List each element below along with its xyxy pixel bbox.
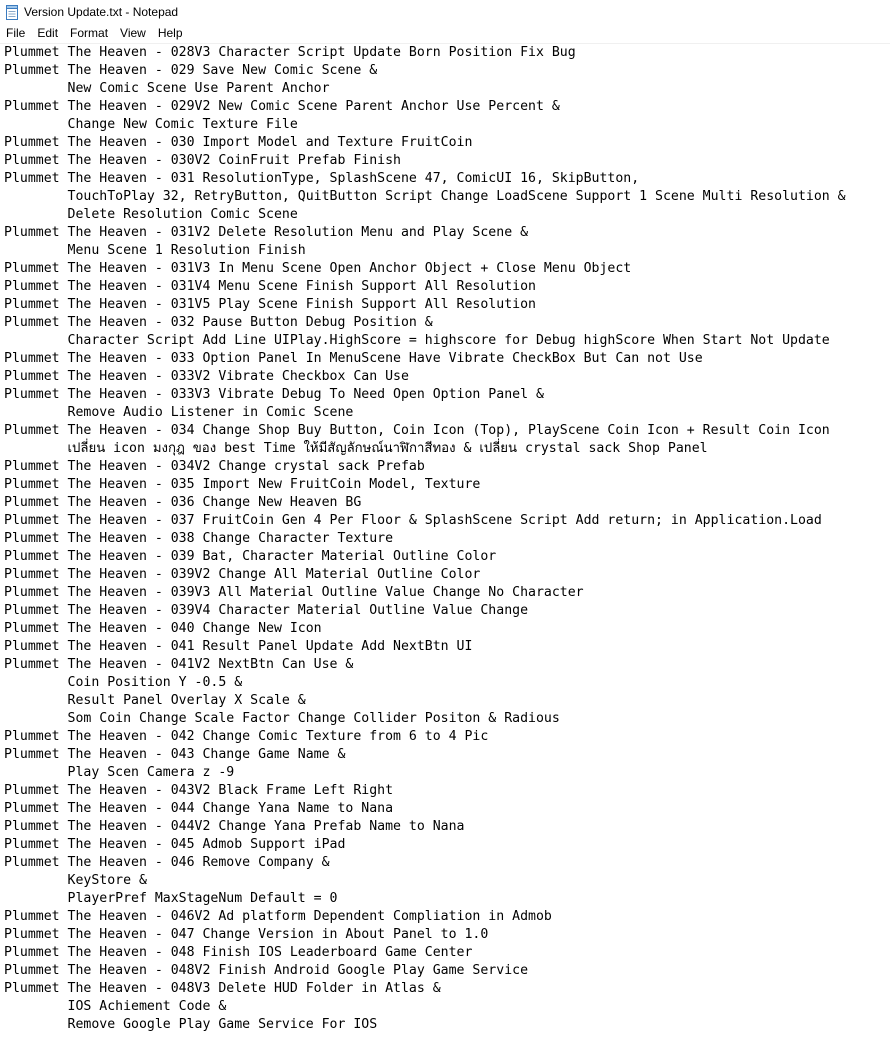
text-line[interactable]: IOS Achiement Code &: [4, 999, 227, 1014]
text-line[interactable]: Plummet The Heaven - 044V2 Change Yana Prefab Name to Nana: [4, 819, 465, 834]
text-line[interactable]: Plummet The Heaven - 045 Admob Support iPad: [4, 837, 346, 852]
text-line[interactable]: Som Coin Change Scale Factor Change Collider Positon & Radious: [4, 711, 560, 726]
text-line[interactable]: Plummet The Heaven - 041 Result Panel Update Add NextBtn UI: [4, 639, 473, 654]
text-line[interactable]: New Comic Scene Use Parent Anchor: [4, 81, 330, 96]
text-line[interactable]: Plummet The Heaven - 048 Finish IOS Leaderboard Game Center: [4, 945, 473, 960]
text-line[interactable]: Plummet The Heaven - 046V2 Ad platform Dependent Compliation in Admob: [4, 909, 552, 924]
text-line[interactable]: Plummet The Heaven - 039 Bat, Character Material Outline Color: [4, 549, 497, 564]
text-line[interactable]: Plummet The Heaven - 028V3 Character Script Update Born Position Fix Bug: [4, 45, 576, 60]
text-line[interactable]: Plummet The Heaven - 046 Remove Company &: [4, 855, 330, 870]
text-line[interactable]: Plummet The Heaven - 029 Save New Comic Scene &: [4, 63, 378, 78]
text-line[interactable]: TouchToPlay 32, RetryButton, QuitButton Script Change LoadScene Support 1 Scene Multi Resolution &: [4, 189, 846, 204]
text-line[interactable]: Result Panel Overlay X Scale &: [4, 693, 306, 708]
text-line[interactable]: Remove Google Play Game Service For IOS: [4, 1017, 378, 1032]
text-line[interactable]: Plummet The Heaven - 047 Change Version in About Panel to 1.0: [4, 927, 489, 942]
text-line[interactable]: Plummet The Heaven - 038 Change Character Texture: [4, 531, 394, 546]
text-line[interactable]: Plummet The Heaven - 031V5 Play Scene Finish Support All Resolution: [4, 297, 536, 312]
text-line[interactable]: KeyStore &: [4, 873, 147, 888]
text-line[interactable]: Plummet The Heaven - 043V2 Black Frame Left Right: [4, 783, 394, 798]
text-line[interactable]: เปลี่ยน icon มงกุฎ ของ best Time ให้มีสัญลักษณ์นาฬิกาสีทอง & เปลี่ยน crystal sack Shop Panel: [4, 441, 708, 456]
text-line[interactable]: Plummet The Heaven - 031V2 Delete Resolution Menu and Play Scene &: [4, 225, 529, 240]
text-line[interactable]: Plummet The Heaven - 043 Change Game Name &: [4, 747, 346, 762]
text-line[interactable]: Plummet The Heaven - 044 Change Yana Name to Nana: [4, 801, 394, 816]
text-line[interactable]: Change New Comic Texture File: [4, 117, 298, 132]
menu-edit[interactable]: Edit: [37, 26, 59, 40]
text-line[interactable]: PlayerPref MaxStageNum Default = 0: [4, 891, 338, 906]
text-line[interactable]: Plummet The Heaven - 030V2 CoinFruit Prefab Finish: [4, 153, 401, 168]
text-line[interactable]: Remove Audio Listener in Comic Scene: [4, 405, 354, 420]
text-line[interactable]: Plummet The Heaven - 032 Pause Button Debug Position &: [4, 315, 433, 330]
text-line[interactable]: Plummet The Heaven - 039V3 All Material Outline Value Change No Character: [4, 585, 584, 600]
text-line[interactable]: Plummet The Heaven - 040 Change New Icon: [4, 621, 322, 636]
text-line[interactable]: Delete Resolution Comic Scene: [4, 207, 298, 222]
text-line[interactable]: Plummet The Heaven - 030 Import Model and Texture FruitCoin: [4, 135, 473, 150]
text-line[interactable]: Plummet The Heaven - 033V2 Vibrate Checkbox Can Use: [4, 369, 409, 384]
text-line[interactable]: Plummet The Heaven - 033 Option Panel In MenuScene Have Vibrate CheckBox But Can not Use: [4, 351, 703, 366]
text-line[interactable]: Plummet The Heaven - 034 Change Shop Buy Button, Coin Icon (Top), PlayScene Coin Icon + Result Coin Icon: [4, 423, 830, 438]
text-line[interactable]: Plummet The Heaven - 031V4 Menu Scene Finish Support All Resolution: [4, 279, 536, 294]
text-line[interactable]: Plummet The Heaven - 037 FruitCoin Gen 4 Per Floor & SplashScene Script Add return; in Application.Load: [4, 513, 822, 528]
text-line[interactable]: Plummet The Heaven - 048V2 Finish Android Google Play Game Service: [4, 963, 529, 978]
text-line[interactable]: Plummet The Heaven - 035 Import New FruitCoin Model, Texture: [4, 477, 481, 492]
text-line[interactable]: Character Script Add Line UIPlay.HighScore = highscore for Debug highScore When Start Not Update: [4, 333, 830, 348]
menu-help[interactable]: Help: [157, 26, 183, 40]
notepad-icon: [5, 5, 19, 20]
text-line[interactable]: Plummet The Heaven - 029V2 New Comic Scene Parent Anchor Use Percent &: [4, 99, 560, 114]
menu-view[interactable]: View: [120, 26, 146, 40]
text-line[interactable]: Plummet The Heaven - 041V2 NextBtn Can Use &: [4, 657, 354, 672]
text-line[interactable]: Plummet The Heaven - 031V3 In Menu Scene Open Anchor Object + Close Menu Object: [4, 261, 632, 276]
text-line[interactable]: Menu Scene 1 Resolution Finish: [4, 243, 306, 258]
text-editor[interactable]: [0, 44, 890, 1040]
text-line[interactable]: Plummet The Heaven - 039V4 Character Material Outline Value Change: [4, 603, 529, 618]
text-content[interactable]: [0, 44, 890, 1034]
text-line[interactable]: Plummet The Heaven - 039V2 Change All Material Outline Color: [4, 567, 481, 582]
text-line[interactable]: Plummet The Heaven - 034V2 Change crystal sack Prefab: [4, 459, 425, 474]
text-line[interactable]: Play Scen Camera z -9: [4, 765, 235, 780]
menu-bar: [0, 24, 890, 44]
title-bar: [0, 0, 890, 24]
text-line[interactable]: Plummet The Heaven - 048V3 Delete HUD Folder in Atlas &: [4, 981, 441, 996]
text-line[interactable]: Coin Position Y -0.5 &: [4, 675, 243, 690]
text-line[interactable]: Plummet The Heaven - 036 Change New Heaven BG: [4, 495, 362, 510]
text-line[interactable]: Plummet The Heaven - 031 ResolutionType, SplashScene 47, ComicUI 16, SkipButton,: [4, 171, 640, 186]
text-line[interactable]: Plummet The Heaven - 033V3 Vibrate Debug To Need Open Option Panel &: [4, 387, 544, 402]
window-title: Version Update.txt - Notepad: [24, 5, 179, 19]
text-line[interactable]: Plummet The Heaven - 042 Change Comic Texture from 6 to 4 Pic: [4, 729, 489, 744]
menu-format[interactable]: Format: [70, 26, 109, 40]
menu-file[interactable]: File: [6, 26, 26, 40]
